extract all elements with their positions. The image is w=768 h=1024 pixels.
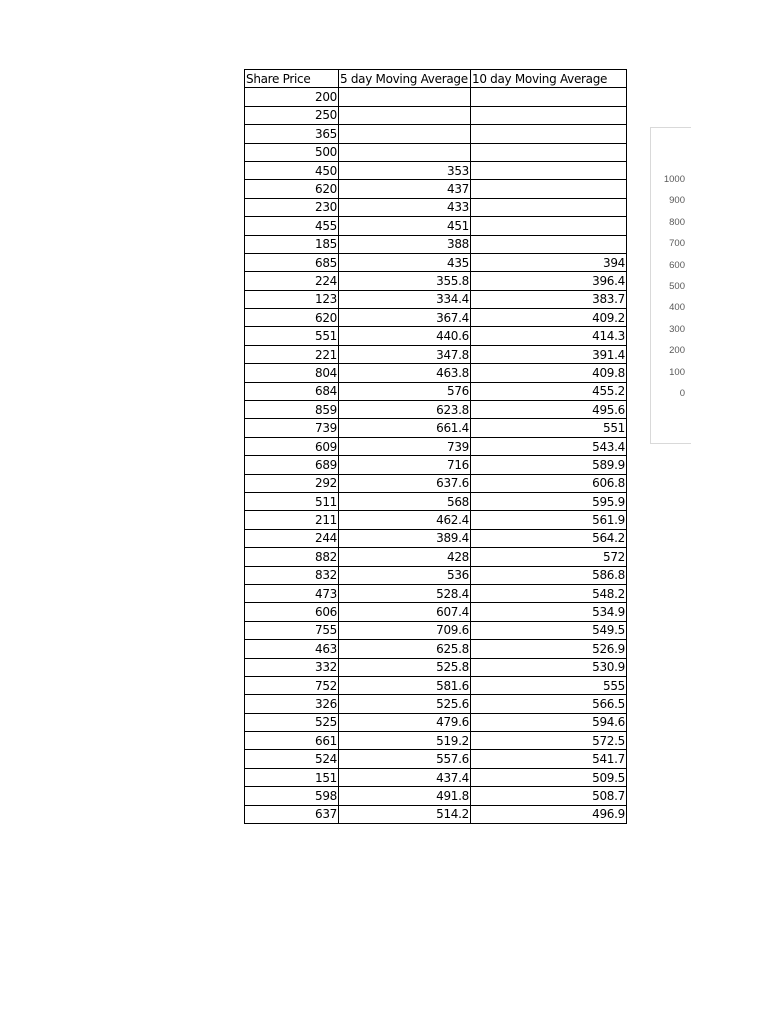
- table-row: [245, 235, 627, 253]
- five-day-average-cell[interactable]: 625.8: [339, 640, 471, 658]
- five-day-average-cell[interactable]: 514.2: [339, 805, 471, 823]
- five-day-average-cell[interactable]: 435: [339, 253, 471, 271]
- axis-tick-label: 700: [669, 238, 685, 250]
- share-price-cell[interactable]: 684: [245, 382, 339, 400]
- table-row: [245, 548, 627, 566]
- ten-day-average-cell[interactable]: 606.8: [471, 474, 627, 492]
- ten-day-average-cell[interactable]: [471, 125, 627, 143]
- table-row: [245, 566, 627, 584]
- five-day-average-cell[interactable]: [339, 106, 471, 124]
- ten-day-average-cell[interactable]: 555: [471, 676, 627, 694]
- share-price-cell[interactable]: 200: [245, 88, 339, 106]
- share-price-cell[interactable]: 463: [245, 640, 339, 658]
- share-price-cell[interactable]: 151: [245, 768, 339, 786]
- five-day-average-cell[interactable]: 525.6: [339, 695, 471, 713]
- table-row: [245, 125, 627, 143]
- share-price-cell[interactable]: 752: [245, 676, 339, 694]
- ten-day-average-cell[interactable]: 561.9: [471, 511, 627, 529]
- ten-day-average-cell[interactable]: 409.2: [471, 309, 627, 327]
- five-day-average-cell[interactable]: [339, 143, 471, 161]
- share-price-cell[interactable]: 230: [245, 198, 339, 216]
- five-day-average-cell[interactable]: 353: [339, 161, 471, 179]
- table-row: [245, 640, 627, 658]
- share-price-cell[interactable]: 882: [245, 548, 339, 566]
- table-row: [245, 272, 627, 290]
- axis-tick-label: 0: [679, 388, 685, 399]
- ten-day-average-cell[interactable]: [471, 217, 627, 235]
- five-day-average-cell[interactable]: 388: [339, 235, 471, 253]
- five-day-average-cell[interactable]: 389.4: [339, 529, 471, 547]
- five-day-average-cell[interactable]: 491.8: [339, 787, 471, 805]
- ten-day-average-cell[interactable]: 394: [471, 253, 627, 271]
- table-row: [245, 529, 627, 547]
- header-5-day-moving-average[interactable]: 5 day Moving Average: [339, 70, 471, 88]
- ten-day-average-cell[interactable]: [471, 235, 627, 253]
- table-row: [245, 768, 627, 786]
- table-row: [245, 750, 627, 768]
- share-price-cell[interactable]: 292: [245, 474, 339, 492]
- axis-tick-label: 900: [669, 195, 685, 207]
- ten-day-average-cell[interactable]: [471, 198, 627, 216]
- ten-day-average-cell[interactable]: 543.4: [471, 437, 627, 455]
- share-price-cell[interactable]: 859: [245, 401, 339, 419]
- table-row: [245, 474, 627, 492]
- share-price-cell[interactable]: 609: [245, 437, 339, 455]
- table-row: [245, 695, 627, 713]
- table-row: [245, 106, 627, 124]
- axis-tick-label: 800: [669, 216, 685, 228]
- table-row: [245, 198, 627, 216]
- table-row: [245, 658, 627, 676]
- share-price-table: [244, 69, 627, 824]
- axis-tick-label: 500: [669, 281, 685, 292]
- five-day-average-cell[interactable]: 463.8: [339, 364, 471, 382]
- five-day-average-cell[interactable]: 607.4: [339, 603, 471, 621]
- table-row: [245, 217, 627, 235]
- ten-day-average-cell[interactable]: 396.4: [471, 272, 627, 290]
- table-row: [245, 584, 627, 602]
- ten-day-average-cell[interactable]: 572.5: [471, 732, 627, 750]
- share-price-cell[interactable]: 211: [245, 511, 339, 529]
- chart-axis-panel[interactable]: [650, 127, 691, 444]
- five-day-average-cell[interactable]: 716: [339, 456, 471, 474]
- share-price-cell[interactable]: 685: [245, 253, 339, 271]
- ten-day-average-cell[interactable]: 383.7: [471, 290, 627, 308]
- header-row: [245, 70, 627, 88]
- table-row: [245, 713, 627, 731]
- ten-day-average-cell[interactable]: 534.9: [471, 603, 627, 621]
- five-day-average-cell[interactable]: 355.8: [339, 272, 471, 290]
- share-price-cell[interactable]: 473: [245, 584, 339, 602]
- ten-day-average-cell[interactable]: 589.9: [471, 456, 627, 474]
- table-row: [245, 621, 627, 639]
- table-body: [245, 88, 627, 824]
- table-row: [245, 676, 627, 694]
- share-price-cell[interactable]: 455: [245, 217, 339, 235]
- five-day-average-cell[interactable]: 347.8: [339, 345, 471, 363]
- table-row: [245, 364, 627, 382]
- ten-day-average-cell[interactable]: 509.5: [471, 768, 627, 786]
- five-day-average-cell[interactable]: 581.6: [339, 676, 471, 694]
- table-row: [245, 327, 627, 345]
- ten-day-average-cell[interactable]: 391.4: [471, 345, 627, 363]
- ten-day-average-cell[interactable]: 595.9: [471, 492, 627, 510]
- five-day-average-cell[interactable]: 623.8: [339, 401, 471, 419]
- ten-day-average-cell[interactable]: 414.3: [471, 327, 627, 345]
- table-row: [245, 456, 627, 474]
- table-row: [245, 290, 627, 308]
- five-day-average-cell[interactable]: 661.4: [339, 419, 471, 437]
- ten-day-average-cell[interactable]: [471, 88, 627, 106]
- table-row: [245, 88, 627, 106]
- table-row: [245, 732, 627, 750]
- five-day-average-cell[interactable]: 525.8: [339, 658, 471, 676]
- share-price-cell[interactable]: 755: [245, 621, 339, 639]
- ten-day-average-cell[interactable]: 541.7: [471, 750, 627, 768]
- five-day-average-cell[interactable]: 576: [339, 382, 471, 400]
- share-price-cell[interactable]: 804: [245, 364, 339, 382]
- five-day-average-cell[interactable]: 437.4: [339, 768, 471, 786]
- ten-day-average-cell[interactable]: 455.2: [471, 382, 627, 400]
- five-day-average-cell[interactable]: 428: [339, 548, 471, 566]
- five-day-average-cell[interactable]: 479.6: [339, 713, 471, 731]
- five-day-average-cell[interactable]: 462.4: [339, 511, 471, 529]
- share-price-cell[interactable]: 224: [245, 272, 339, 290]
- table-row: [245, 345, 627, 363]
- five-day-average-cell[interactable]: 637.6: [339, 474, 471, 492]
- table-row: [245, 492, 627, 510]
- share-price-cell[interactable]: 123: [245, 290, 339, 308]
- share-price-cell[interactable]: 606: [245, 603, 339, 621]
- five-day-average-cell[interactable]: 440.6: [339, 327, 471, 345]
- five-day-average-cell[interactable]: [339, 88, 471, 106]
- share-price-cell[interactable]: 511: [245, 492, 339, 510]
- share-price-cell[interactable]: 365: [245, 125, 339, 143]
- table-row: [245, 401, 627, 419]
- five-day-average-cell[interactable]: 568: [339, 492, 471, 510]
- ten-day-average-cell[interactable]: 496.9: [471, 805, 627, 823]
- five-day-average-cell[interactable]: [339, 125, 471, 143]
- table-row: [245, 143, 627, 161]
- table-row: [245, 253, 627, 271]
- axis-tick-label: 400: [669, 302, 685, 314]
- five-day-average-cell[interactable]: 709.6: [339, 621, 471, 639]
- ten-day-average-cell[interactable]: [471, 161, 627, 179]
- share-price-cell[interactable]: 185: [245, 235, 339, 253]
- ten-day-average-cell[interactable]: [471, 143, 627, 161]
- share-price-cell[interactable]: 326: [245, 695, 339, 713]
- table-row: [245, 603, 627, 621]
- axis-tick-label: 100: [669, 366, 685, 378]
- ten-day-average-cell[interactable]: 508.7: [471, 787, 627, 805]
- share-price-cell[interactable]: 250: [245, 106, 339, 124]
- five-day-average-cell[interactable]: 739: [339, 437, 471, 455]
- table-row: [245, 309, 627, 327]
- axis-tick-label: 300: [669, 323, 685, 335]
- five-day-average-cell[interactable]: 519.2: [339, 732, 471, 750]
- table-row: [245, 161, 627, 179]
- share-price-cell[interactable]: 450: [245, 161, 339, 179]
- ten-day-average-cell[interactable]: 594.6: [471, 713, 627, 731]
- five-day-average-cell[interactable]: 451: [339, 217, 471, 235]
- share-price-cell[interactable]: 689: [245, 456, 339, 474]
- share-price-cell[interactable]: 637: [245, 805, 339, 823]
- ten-day-average-cell[interactable]: [471, 106, 627, 124]
- ten-day-average-cell[interactable]: 548.2: [471, 584, 627, 602]
- ten-day-average-cell[interactable]: 572: [471, 548, 627, 566]
- ten-day-average-cell[interactable]: 526.9: [471, 640, 627, 658]
- header-share-price[interactable]: Share Price: [245, 70, 339, 88]
- five-day-average-cell[interactable]: 367.4: [339, 309, 471, 327]
- five-day-average-cell[interactable]: 536: [339, 566, 471, 584]
- share-price-cell[interactable]: 661: [245, 732, 339, 750]
- five-day-average-cell[interactable]: 557.6: [339, 750, 471, 768]
- table-row: [245, 511, 627, 529]
- table-row: [245, 805, 627, 823]
- table-row: [245, 382, 627, 400]
- share-price-cell[interactable]: 598: [245, 787, 339, 805]
- ten-day-average-cell[interactable]: 530.9: [471, 658, 627, 676]
- share-price-cell[interactable]: 244: [245, 529, 339, 547]
- share-price-cell[interactable]: 551: [245, 327, 339, 345]
- share-price-cell[interactable]: 525: [245, 713, 339, 731]
- ten-day-average-cell[interactable]: 586.8: [471, 566, 627, 584]
- share-price-cell[interactable]: 332: [245, 658, 339, 676]
- ten-day-average-cell[interactable]: [471, 180, 627, 198]
- header-10-day-moving-average[interactable]: 10 day Moving Average: [471, 70, 627, 88]
- table-row: [245, 419, 627, 437]
- share-price-cell[interactable]: 500: [245, 143, 339, 161]
- five-day-average-cell[interactable]: 437: [339, 180, 471, 198]
- share-price-cell[interactable]: 620: [245, 309, 339, 327]
- share-price-cell[interactable]: 832: [245, 566, 339, 584]
- ten-day-average-cell[interactable]: 566.5: [471, 695, 627, 713]
- share-price-cell[interactable]: 524: [245, 750, 339, 768]
- share-price-cell[interactable]: 620: [245, 180, 339, 198]
- axis-tick-label: 600: [669, 259, 685, 271]
- share-price-cell[interactable]: 739: [245, 419, 339, 437]
- ten-day-average-cell[interactable]: 564.2: [471, 529, 627, 547]
- five-day-average-cell[interactable]: 334.4: [339, 290, 471, 308]
- ten-day-average-cell[interactable]: 549.5: [471, 621, 627, 639]
- ten-day-average-cell[interactable]: 409.8: [471, 364, 627, 382]
- table-row: [245, 180, 627, 198]
- ten-day-average-cell[interactable]: 495.6: [471, 401, 627, 419]
- axis-tick-label: 1000: [663, 174, 685, 185]
- five-day-average-cell[interactable]: 528.4: [339, 584, 471, 602]
- table-row: [245, 787, 627, 805]
- ten-day-average-cell[interactable]: 551: [471, 419, 627, 437]
- five-day-average-cell[interactable]: 433: [339, 198, 471, 216]
- share-price-cell[interactable]: 221: [245, 345, 339, 363]
- axis-tick-label: 200: [669, 345, 685, 357]
- table-row: [245, 437, 627, 455]
